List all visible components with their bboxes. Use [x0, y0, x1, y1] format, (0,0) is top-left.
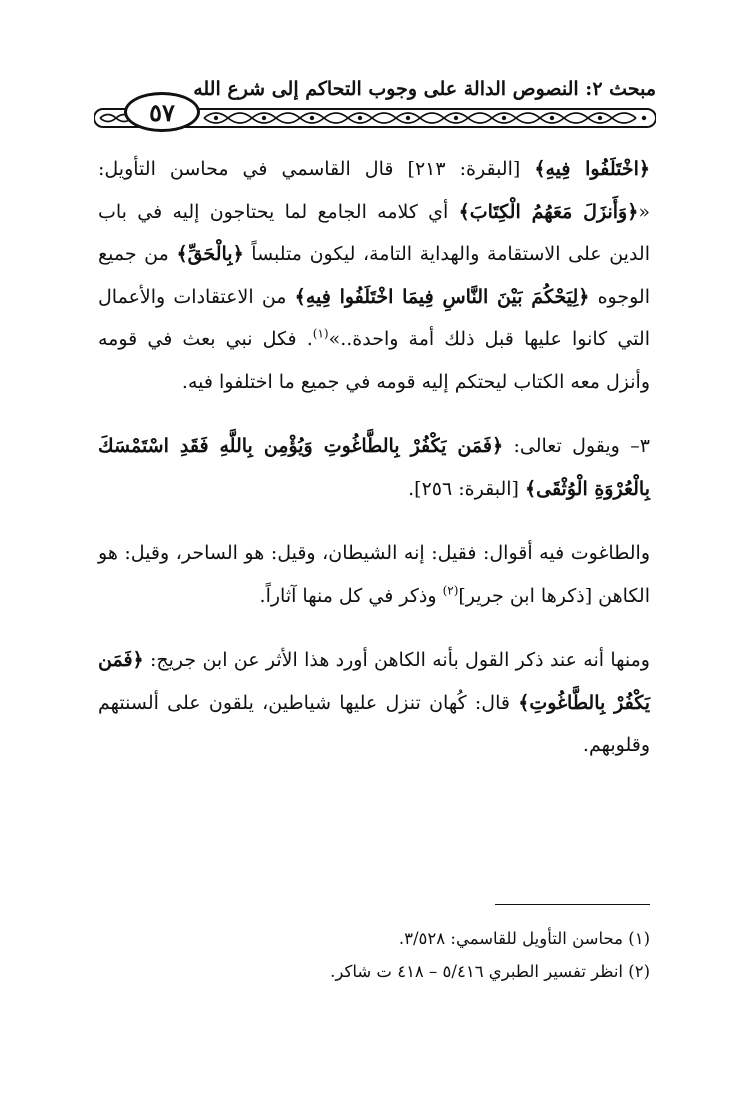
footnotes	[98, 922, 650, 988]
quran-verse: ﴿لِيَحْكُمَ بَيْنَ النَّاسِ فِيمَا اخْتَلَفُوا فِيهِ﴾	[294, 285, 590, 308]
main-text	[98, 148, 650, 767]
quran-verse: ﴿وَأَنزَلَ مَعَهُمُ الْكِتَابَ﴾	[458, 200, 639, 223]
chapter-title: مبحث ٢: النصوص الدالة على وجوب التحاكم إلى شرع الله	[193, 78, 656, 100]
footnote-1: (١) محاسن التأويل للقاسمي: ٣/٥٢٨.	[398, 929, 650, 948]
footnote-ref: (٢)	[442, 583, 459, 598]
paragraph-4: ومنها أنه عند ذكر القول بأنه الكاهن أورد هذا الأثر عن ابن جريج: ﴿فَمَن يَكْفُرْ بِالطَّاغُوتِ﴾ قال: كُهان تنزل عليها شياطين، يلقون على ألسنتهم وقلوبهم.	[98, 649, 650, 756]
paragraph-3: والطاغوت فيه أقوال: فقيل: إنه الشيطان، وقيل: هو الساحر، وقيل: هو الكاهن [ذكرها ابن جرير]$^{(٢)}$ وذكر في كل منها آثاراً.	[98, 542, 650, 607]
paragraph-1: ﴿اخْتَلَفُوا فِيهِ﴾ [البقرة: ٢١٣] قال القاسمي في محاسن التأويل: «﴿وَأَنزَلَ مَعَهُمُ الْكِتَابَ﴾ أي كلامه الجامع لما يحتاجون إليه في باب الدين على الاستقامة والهداية التامة، ليكون متلبساً ﴿بِالْحَقِّ﴾ من جميع الوجوه ﴿لِيَحْكُمَ بَيْنَ النَّاسِ فِيمَا اخْتَلَفُوا فِيهِ﴾ من الاعتقادات والأعمال التي كانوا عليها قبل ذلك أمة واحدة..»$^{(١)}$. فكل نبي بعث في قومه وأنزل معه الكتاب ليحتكم إليه قومه في جميع ما اختلفوا فيه.	[98, 158, 651, 393]
quran-verse: ﴿فَمَن يَكْفُرْ بِالطَّاغُوتِ وَيُؤْمِن بِاللَّهِ فَقَدِ اسْتَمْسَكَ بِالْعُرْوَةِ الْوُثْقَى﴾	[98, 435, 650, 500]
footnote-2: (٢) انظر تفسير الطبري ٥/٤١٦ – ٤١٨ ت شاكر.	[330, 962, 650, 981]
quran-verse: ﴿بِالْحَقِّ﴾	[176, 243, 244, 265]
quran-verse: ﴿اخْتَلَفُوا فِيهِ﴾	[534, 158, 651, 180]
paragraph-2: ٣– ويقول تعالى: ﴿فَمَن يَكْفُرْ بِالطَّاغُوتِ وَيُؤْمِن بِاللَّهِ فَقَدِ اسْتَمْسَكَ بِالْعُرْوَةِ الْوُثْقَى﴾ [البقرة: ٢٥٦].	[98, 435, 650, 500]
footnote-divider	[495, 904, 650, 905]
footnote-ref: (١)	[312, 326, 329, 341]
quran-verse: ﴿فَمَن يَكْفُرْ بِالطَّاغُوتِ﴾	[98, 649, 650, 714]
page-number: ٥٧	[124, 92, 200, 132]
